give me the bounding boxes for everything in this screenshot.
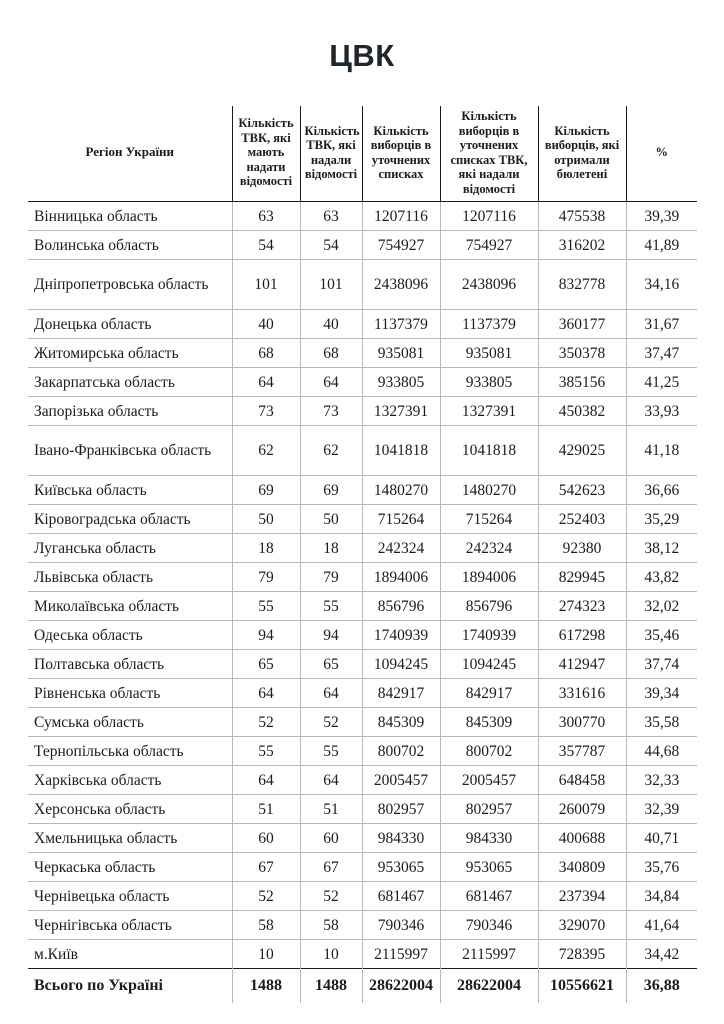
table-row	[28, 592, 697, 621]
cell-region: м.Київ	[28, 940, 232, 969]
cell-region: Миколаївська область	[28, 592, 232, 621]
cell-region: Полтавська область	[28, 650, 232, 679]
cell-voters-lists-tvk: 242324	[440, 534, 538, 563]
column-header-region: Регіон України	[28, 106, 232, 202]
cell-voters-ballots: 360177	[538, 310, 626, 339]
cell-voters-lists-tvk: 1094245	[440, 650, 538, 679]
cell-voters-lists-tvk: 845309	[440, 708, 538, 737]
cell-voters-ballots: 331616	[538, 679, 626, 708]
cell-tvk-provided: 101	[300, 260, 362, 310]
cell-voters-lists-tvk: 1207116	[440, 202, 538, 231]
cell-tvk-required: 58	[232, 911, 300, 940]
cell-percent: 44,68	[626, 737, 697, 766]
total-percent: 36,88	[626, 969, 697, 1003]
cell-voters-lists: 1041818	[362, 426, 440, 476]
cell-voters-lists: 935081	[362, 339, 440, 368]
cell-voters-lists: 1207116	[362, 202, 440, 231]
cell-region: Сумська область	[28, 708, 232, 737]
table-row	[28, 368, 697, 397]
cell-percent: 35,58	[626, 708, 697, 737]
cell-region: Івано-Франківська область	[28, 426, 232, 476]
table-row	[28, 650, 697, 679]
cell-tvk-required: 18	[232, 534, 300, 563]
cell-voters-lists-tvk: 856796	[440, 592, 538, 621]
cell-region: Чернігівська область	[28, 911, 232, 940]
cell-voters-lists-tvk: 790346	[440, 911, 538, 940]
cell-voters-lists-tvk: 842917	[440, 679, 538, 708]
table-body	[28, 202, 697, 1003]
cell-voters-lists: 2115997	[362, 940, 440, 969]
cell-voters-lists: 754927	[362, 231, 440, 260]
cell-tvk-provided: 69	[300, 476, 362, 505]
cell-percent: 36,66	[626, 476, 697, 505]
cell-tvk-required: 65	[232, 650, 300, 679]
table-row	[28, 795, 697, 824]
cell-tvk-required: 79	[232, 563, 300, 592]
cell-voters-lists: 856796	[362, 592, 440, 621]
table-row	[28, 260, 697, 310]
column-header-voters-lists-tvk: Кількість виборців в уточнених списках ТВК, які надали відомості	[440, 106, 538, 202]
cell-percent: 37,47	[626, 339, 697, 368]
cell-voters-ballots: 832778	[538, 260, 626, 310]
cell-voters-ballots: 542623	[538, 476, 626, 505]
cell-voters-lists: 790346	[362, 911, 440, 940]
cell-tvk-required: 52	[232, 882, 300, 911]
cell-tvk-provided: 60	[300, 824, 362, 853]
table-row	[28, 476, 697, 505]
cell-tvk-required: 94	[232, 621, 300, 650]
cell-voters-lists-tvk: 802957	[440, 795, 538, 824]
cell-tvk-required: 64	[232, 766, 300, 795]
total-voters-lists-tvk: 28622004	[440, 969, 538, 1003]
cell-voters-lists: 800702	[362, 737, 440, 766]
cell-region: Луганська область	[28, 534, 232, 563]
cell-percent: 32,39	[626, 795, 697, 824]
cell-voters-ballots: 329070	[538, 911, 626, 940]
cell-percent: 32,33	[626, 766, 697, 795]
cell-tvk-required: 55	[232, 737, 300, 766]
cell-voters-lists: 242324	[362, 534, 440, 563]
cell-tvk-required: 52	[232, 708, 300, 737]
table-row	[28, 505, 697, 534]
cell-tvk-required: 69	[232, 476, 300, 505]
cell-tvk-required: 73	[232, 397, 300, 426]
cell-voters-lists: 953065	[362, 853, 440, 882]
cell-voters-lists-tvk: 2005457	[440, 766, 538, 795]
table-row	[28, 426, 697, 476]
cell-tvk-provided: 63	[300, 202, 362, 231]
cell-tvk-required: 62	[232, 426, 300, 476]
cell-voters-lists-tvk: 935081	[440, 339, 538, 368]
cell-voters-lists-tvk: 1480270	[440, 476, 538, 505]
cell-percent: 31,67	[626, 310, 697, 339]
table-row	[28, 397, 697, 426]
cell-tvk-provided: 79	[300, 563, 362, 592]
cell-tvk-required: 64	[232, 368, 300, 397]
cell-voters-lists: 845309	[362, 708, 440, 737]
cell-tvk-provided: 64	[300, 368, 362, 397]
cell-region: Київська область	[28, 476, 232, 505]
cell-voters-ballots: 429025	[538, 426, 626, 476]
cell-voters-lists-tvk: 2438096	[440, 260, 538, 310]
cell-region: Тернопільська область	[28, 737, 232, 766]
cell-region: Дніпропетровська область	[28, 260, 232, 310]
cell-voters-ballots: 252403	[538, 505, 626, 534]
table-row	[28, 310, 697, 339]
total-label: Всього по Україні	[28, 969, 232, 1003]
table-row	[28, 708, 697, 737]
cell-voters-ballots: 648458	[538, 766, 626, 795]
cell-voters-ballots: 300770	[538, 708, 626, 737]
cell-voters-lists-tvk: 754927	[440, 231, 538, 260]
cell-region: Одеська область	[28, 621, 232, 650]
cell-percent: 39,34	[626, 679, 697, 708]
table-row	[28, 824, 697, 853]
cell-percent: 38,12	[626, 534, 697, 563]
cell-percent: 33,93	[626, 397, 697, 426]
cell-tvk-provided: 52	[300, 882, 362, 911]
column-header-percent: %	[626, 106, 697, 202]
cell-tvk-required: 50	[232, 505, 300, 534]
cell-tvk-required: 40	[232, 310, 300, 339]
cell-percent: 34,84	[626, 882, 697, 911]
cell-voters-ballots: 350378	[538, 339, 626, 368]
cell-voters-lists: 933805	[362, 368, 440, 397]
table-row	[28, 911, 697, 940]
cell-voters-lists: 2005457	[362, 766, 440, 795]
cell-tvk-provided: 58	[300, 911, 362, 940]
cell-voters-ballots: 340809	[538, 853, 626, 882]
cell-region: Донецька область	[28, 310, 232, 339]
cell-percent: 35,46	[626, 621, 697, 650]
cell-voters-lists: 1740939	[362, 621, 440, 650]
cell-tvk-required: 64	[232, 679, 300, 708]
cell-tvk-provided: 55	[300, 592, 362, 621]
cell-tvk-provided: 73	[300, 397, 362, 426]
cell-percent: 41,25	[626, 368, 697, 397]
total-voters-ballots: 10556621	[538, 969, 626, 1003]
cell-voters-lists-tvk: 984330	[440, 824, 538, 853]
cell-percent: 43,82	[626, 563, 697, 592]
cell-voters-lists-tvk: 715264	[440, 505, 538, 534]
cell-tvk-required: 55	[232, 592, 300, 621]
cell-voters-lists: 1894006	[362, 563, 440, 592]
cell-voters-lists-tvk: 681467	[440, 882, 538, 911]
cell-voters-lists: 2438096	[362, 260, 440, 310]
cell-percent: 35,76	[626, 853, 697, 882]
cell-tvk-required: 10	[232, 940, 300, 969]
cell-tvk-provided: 54	[300, 231, 362, 260]
cell-tvk-provided: 62	[300, 426, 362, 476]
cell-tvk-provided: 65	[300, 650, 362, 679]
cell-region: Харківська область	[28, 766, 232, 795]
cell-voters-lists-tvk: 2115997	[440, 940, 538, 969]
total-tvk-required: 1488	[232, 969, 300, 1003]
cell-tvk-provided: 67	[300, 853, 362, 882]
cell-region: Кіровоградська область	[28, 505, 232, 534]
cell-voters-ballots: 412947	[538, 650, 626, 679]
cell-voters-ballots: 617298	[538, 621, 626, 650]
cell-tvk-provided: 40	[300, 310, 362, 339]
cell-region: Херсонська область	[28, 795, 232, 824]
cell-voters-lists-tvk: 1137379	[440, 310, 538, 339]
cell-tvk-required: 68	[232, 339, 300, 368]
cell-voters-ballots: 92380	[538, 534, 626, 563]
cell-voters-ballots: 316202	[538, 231, 626, 260]
cell-voters-ballots: 237394	[538, 882, 626, 911]
cell-voters-ballots: 450382	[538, 397, 626, 426]
cell-voters-lists-tvk: 1041818	[440, 426, 538, 476]
cell-voters-lists: 802957	[362, 795, 440, 824]
table-row	[28, 940, 697, 969]
table-row	[28, 202, 697, 231]
column-header-tvk-provided: Кількість ТВК, які надали відомості	[300, 106, 362, 202]
cell-tvk-provided: 18	[300, 534, 362, 563]
table-row	[28, 737, 697, 766]
cell-voters-lists-tvk: 800702	[440, 737, 538, 766]
cell-voters-lists: 1327391	[362, 397, 440, 426]
cell-percent: 37,74	[626, 650, 697, 679]
table-row	[28, 766, 697, 795]
page-title: ЦВК	[329, 38, 395, 73]
cell-voters-lists-tvk: 1327391	[440, 397, 538, 426]
cell-voters-ballots: 385156	[538, 368, 626, 397]
results-table-container	[28, 106, 697, 1003]
cell-region: Волинська область	[28, 231, 232, 260]
cell-voters-lists-tvk: 1740939	[440, 621, 538, 650]
cell-voters-ballots: 357787	[538, 737, 626, 766]
cell-region: Запорізька область	[28, 397, 232, 426]
cell-percent: 34,16	[626, 260, 697, 310]
cell-percent: 40,71	[626, 824, 697, 853]
column-header-voters-lists: Кількість виборців в уточнених списках	[362, 106, 440, 202]
total-voters-lists: 28622004	[362, 969, 440, 1003]
cell-voters-lists: 681467	[362, 882, 440, 911]
cell-region: Хмельницька область	[28, 824, 232, 853]
cell-tvk-required: 67	[232, 853, 300, 882]
cell-voters-ballots: 400688	[538, 824, 626, 853]
cell-voters-lists-tvk: 953065	[440, 853, 538, 882]
cell-voters-lists: 842917	[362, 679, 440, 708]
table-row	[28, 882, 697, 911]
cell-tvk-provided: 64	[300, 679, 362, 708]
cell-tvk-provided: 52	[300, 708, 362, 737]
cell-voters-lists-tvk: 933805	[440, 368, 538, 397]
cell-voters-ballots: 260079	[538, 795, 626, 824]
total-tvk-provided: 1488	[300, 969, 362, 1003]
cell-percent: 39,39	[626, 202, 697, 231]
table-row	[28, 679, 697, 708]
cell-percent: 35,29	[626, 505, 697, 534]
table-row	[28, 563, 697, 592]
cell-tvk-required: 51	[232, 795, 300, 824]
cell-voters-ballots: 829945	[538, 563, 626, 592]
cell-region: Рівненська область	[28, 679, 232, 708]
table-total-row	[28, 969, 697, 1003]
cell-tvk-provided: 51	[300, 795, 362, 824]
cell-tvk-provided: 94	[300, 621, 362, 650]
table-row	[28, 339, 697, 368]
cell-tvk-provided: 55	[300, 737, 362, 766]
cell-voters-ballots: 728395	[538, 940, 626, 969]
cell-voters-ballots: 475538	[538, 202, 626, 231]
cell-percent: 41,18	[626, 426, 697, 476]
cell-tvk-provided: 10	[300, 940, 362, 969]
cell-region: Житомирська область	[28, 339, 232, 368]
cell-voters-lists: 715264	[362, 505, 440, 534]
table-row	[28, 621, 697, 650]
cell-percent: 41,64	[626, 911, 697, 940]
cell-percent: 32,02	[626, 592, 697, 621]
cell-tvk-provided: 64	[300, 766, 362, 795]
cell-tvk-required: 60	[232, 824, 300, 853]
election-results-table	[28, 106, 697, 1003]
cell-region: Вінницька область	[28, 202, 232, 231]
cell-voters-lists-tvk: 1894006	[440, 563, 538, 592]
column-header-tvk-required: Кількість ТВК, які мають надати відомості	[232, 106, 300, 202]
cell-voters-lists: 984330	[362, 824, 440, 853]
cell-region: Закарпатська область	[28, 368, 232, 397]
cell-percent: 34,42	[644, 945, 680, 963]
header-row	[28, 106, 697, 202]
cell-tvk-provided: 68	[300, 339, 362, 368]
cell-percent: 41,89	[626, 231, 697, 260]
cell-voters-lists: 1094245	[362, 650, 440, 679]
table-row	[28, 534, 697, 563]
cell-voters-ballots: 274323	[538, 592, 626, 621]
cell-region: Черкаська область	[28, 853, 232, 882]
cell-voters-lists: 1480270	[362, 476, 440, 505]
cell-tvk-required: 101	[232, 260, 300, 310]
cell-tvk-provided: 50	[300, 505, 362, 534]
table-row	[28, 231, 697, 260]
cell-tvk-required: 54	[232, 231, 300, 260]
cell-region: Чернівецька область	[28, 882, 232, 911]
cell-tvk-required: 63	[232, 202, 300, 231]
table-header	[28, 106, 697, 202]
cell-region: Львівська область	[28, 563, 232, 592]
table-row	[28, 853, 697, 882]
column-header-voters-ballots: Кількість виборців, які отримали бюлетені	[538, 106, 626, 202]
cell-voters-lists: 1137379	[362, 310, 440, 339]
